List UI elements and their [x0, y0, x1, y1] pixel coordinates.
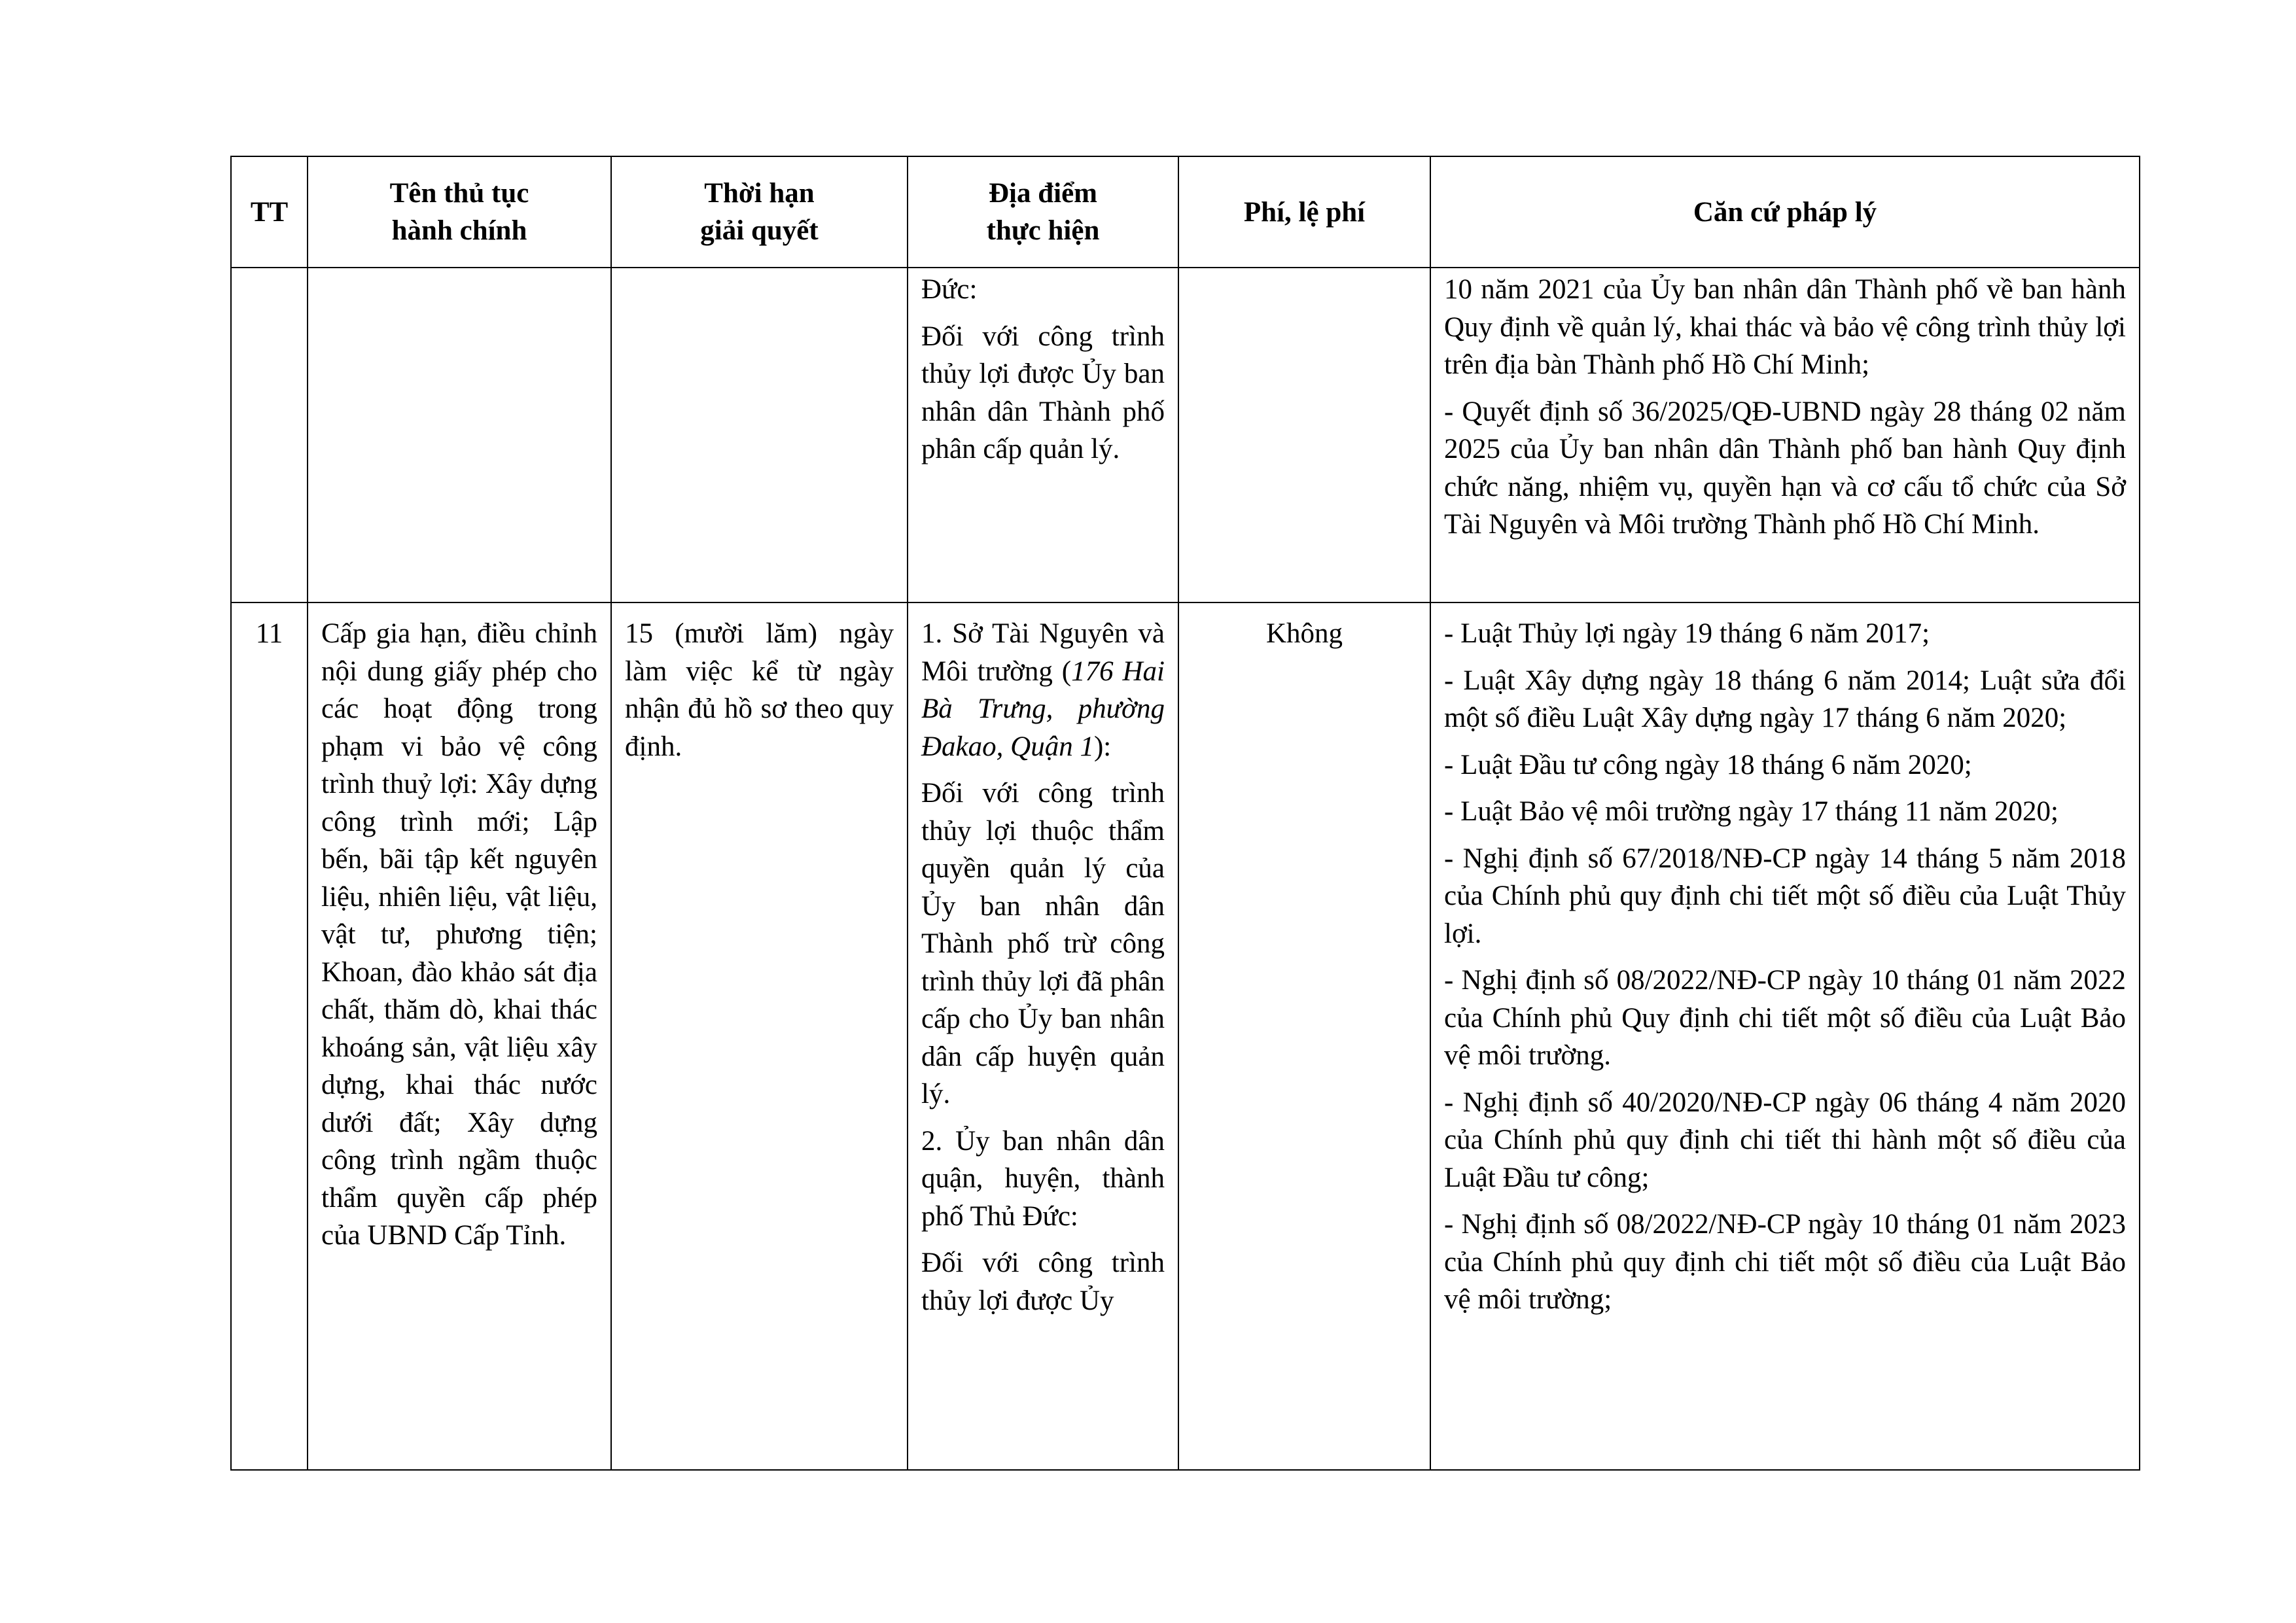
cell-time-limit: 15 (mười lăm) ngày làm việc kể từ ngày nhận đủ hồ sơ theo quy định. — [611, 602, 908, 1470]
legal-paragraph: - Luật Đầu tư công ngày 18 tháng 6 năm 2020; — [1444, 749, 1972, 780]
address-text: 176 Hai Bà Trưng, phường Đakao, Quận 1 — [921, 655, 1165, 762]
header-tt: TT — [231, 156, 308, 268]
location-paragraph: Đối với công trình thủy lợi được Ủy ban nhân dân Thành phố phân cấp quản lý. — [921, 321, 1165, 464]
cell-fee: Không — [1178, 602, 1430, 1470]
header-fee: Phí, lệ phí — [1178, 156, 1430, 268]
table-row — [231, 268, 2140, 602]
cell-fee — [1178, 268, 1430, 602]
location-paragraph: Đối với công trình thủy lợi được Ủy — [921, 1248, 1165, 1316]
cell-tt: 11 — [231, 602, 308, 1470]
legal-paragraph: - Luật Xây dựng ngày 18 tháng 6 năm 2014; Luật sửa đổi một số điều Luật Xây dựng ngày 17 tháng 6 năm 2020; — [1444, 665, 2126, 733]
cell-location — [908, 268, 1178, 602]
cell-legal-basis — [1430, 602, 2140, 1470]
procedures-table — [230, 156, 2140, 1471]
cell-procedure-name: Cấp gia hạn, điều chỉnh nội dung giấy phép cho các hoạt động trong phạm vi bảo vệ công trình thuỷ lợi: Xây dựng công trình mới; Lập bến, bãi tập kết nguyên liệu, nhiên liệu, vật liệu, vật tư, phương tiện; Khoan, đào khảo sát địa chất, thăm dò, khai thác khoáng sản, vật liệu xây dựng, khai thác nước dưới đất; Xây dựng công trình ngầm thuộc thẩm quyền cấp phép của UBND Cấp Tỉnh. — [308, 602, 611, 1470]
header-legal-basis: Căn cứ pháp lý — [1430, 156, 2140, 268]
legal-paragraph: - Nghị định số 08/2022/NĐ-CP ngày 10 tháng 01 năm 2022 của Chính phủ Quy định chi tiết một số điều của Luật Bảo vệ môi trường. — [1444, 965, 2126, 1071]
location-paragraph: 1. Sở Tài Nguyên và Môi trường (176 Hai Bà Trưng, phường Đakao, Quận 1): — [921, 618, 1165, 762]
legal-paragraph: 10 năm 2021 của Ủy ban nhân dân Thành phố về ban hành Quy định về quản lý, khai thác và bảo vệ công trình thủy lợi trên địa bàn Thành phố Hồ Chí Minh; — [1444, 274, 2126, 380]
header-location: Địa điểm thực hiện — [908, 156, 1178, 268]
cell-legal-basis — [1430, 268, 2140, 602]
legal-paragraph: - Nghị định số 08/2022/NĐ-CP ngày 10 tháng 01 năm 2023 của Chính phủ quy định chi tiết một số điều của Luật Bảo vệ môi trường; — [1444, 1209, 2126, 1315]
location-paragraph: 2. Ủy ban nhân dân quận, huyện, thành phố Thủ Đức: — [921, 1125, 1165, 1232]
cell-procedure-name — [308, 268, 611, 602]
header-row — [231, 156, 2140, 268]
location-paragraph: Đối với công trình thủy lợi thuộc thẩm quyền quản lý của Ủy ban nhân dân Thành phố trừ công trình thủy lợi đã phân cấp cho Ủy ban nhân dân cấp huyện quản lý. — [921, 778, 1165, 1109]
legal-paragraph: - Luật Bảo vệ môi trường ngày 17 tháng 11 năm 2020; — [1444, 796, 2058, 827]
header-procedure-name: Tên thủ tục hành chính — [308, 156, 611, 268]
legal-paragraph: - Nghị định số 67/2018/NĐ-CP ngày 14 tháng 5 năm 2018 của Chính phủ quy định chi tiết một số điều của Luật Thủy lợi. — [1444, 843, 2126, 949]
cell-location — [908, 602, 1178, 1470]
table-row — [231, 602, 2140, 1470]
cell-time-limit — [611, 268, 908, 602]
cell-tt — [231, 268, 308, 602]
legal-paragraph: - Quyết định số 36/2025/QĐ-UBND ngày 28 tháng 02 năm 2025 của Ủy ban nhân dân Thành phố ban hành Quy định chức năng, nhiệm vụ, quyền hạn và cơ cấu tổ chức của Sở Tài Nguyên và Môi trường Thành phố Hồ Chí Minh. — [1444, 396, 2126, 540]
legal-paragraph: - Nghị định số 40/2020/NĐ-CP ngày 06 tháng 4 năm 2020 của Chính phủ quy định chi tiết thi hành một số điều của Luật Đầu tư công; — [1444, 1087, 2126, 1193]
header-time-limit: Thời hạn giải quyết — [611, 156, 908, 268]
legal-paragraph: - Luật Thủy lợi ngày 19 tháng 6 năm 2017; — [1444, 618, 1930, 649]
location-paragraph: Đức: — [921, 274, 978, 305]
